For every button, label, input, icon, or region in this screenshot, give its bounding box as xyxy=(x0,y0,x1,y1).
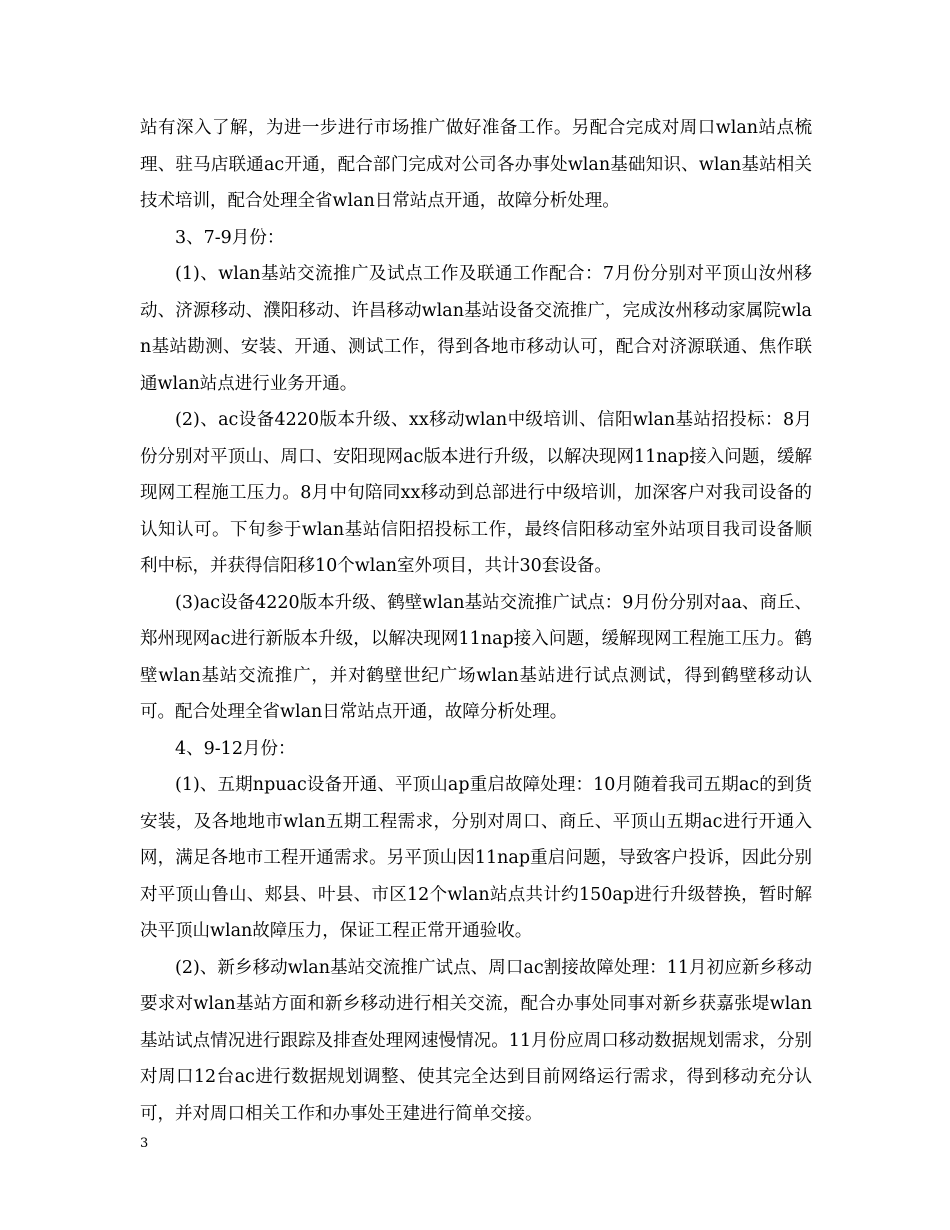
page-number: 3 xyxy=(140,1136,149,1151)
paragraph-oct-item-1: (1)、五期npuac设备开通、平顶山ap重启故障处理：10月随着我司五期ac的到货安装，及各地地市wlan五期工程需求，分别对周口、商丘、平顶山五期ac进行开通入网，满足各地市工程开通需求。另平顶山因11nap重启问题，导致客户投诉，因此分别对平顶山鲁山、郏县、叶县、市区12个wlan站点共计约150ap进行升级替换，暂时解决平顶山wlan故障压力，保证工程正常开通验收。 xyxy=(140,775,812,941)
section-heading-jul-sep: 3、7-9月份： xyxy=(175,227,285,248)
document-body xyxy=(140,110,812,1132)
paragraph-aug-item-2: (2)、ac设备4220版本升级、xx移动wlan中级培训、信阳wlan基站招投标：8月份分别对平顶山、周口、安阳现网ac版本进行升级，以解决现网11nap接入问题，缓解现网工程施工压力。8月中旬陪同xx移动到总部进行中级培训，加深客户对我司设备的认知认可。下旬参于wlan基站信阳招投标工作，最终信阳移动室外站项目我司设备顺利中标，并获得信阳移10个wlan室外项目，共计30套设备。 xyxy=(140,410,812,576)
paragraph-continuation: 站有深入了解，为进一步进行市场推广做好准备工作。另配合完成对周口wlan站点梳理、驻马店联通ac开通，配合部门完成对公司各办事处wlan基础知识、wlan基站相关技术培训，配合处理全省wlan日常站点开通，故障分析处理。 xyxy=(140,118,812,211)
paragraph-jul-item-1: (1)、wlan基站交流推广及试点工作及联通工作配合：7月份分别对平顶山汝州移动、济源移动、濮阳移动、许昌移动wlan基站设备交流推广，完成汝州移动家属院wlan基站勘测、安装、开通、测试工作，得到各地市移动认可，配合对济源联通、焦作联通wlan站点进行业务开通。 xyxy=(140,264,812,394)
paragraph-sep-item-3: (3)ac设备4220版本升级、鹤壁wlan基站交流推广试点：9月份分别对aa、商丘、郑州现网ac进行新版本升级，以解决现网11nap接入问题，缓解现网工程施工压力。鹤壁wlan基站交流推广，并对鹤壁世纪广场wlan基站进行试点测试，得到鹤壁移动认可。配合处理全省wlan日常站点开通，故障分析处理。 xyxy=(140,592,812,722)
paragraph-nov-item-2: (2)、新乡移动wlan基站交流推广试点、周口ac割接故障处理：11月初应新乡移动要求对wlan基站方面和新乡移动进行相关交流，配合办事处同事对新乡获嘉张堤wlan基站试点情况进行跟踪及排查处理网速慢情况。11月份应周口移动数据规划需求，分别对周口12台ac进行数据规划调整、使其完全达到目前网络运行需求，得到移动充分认可，并对周口相关工作和办事处王建进行简单交接。 xyxy=(140,957,812,1124)
section-heading-sep-dec: 4、9-12月份： xyxy=(175,738,296,759)
